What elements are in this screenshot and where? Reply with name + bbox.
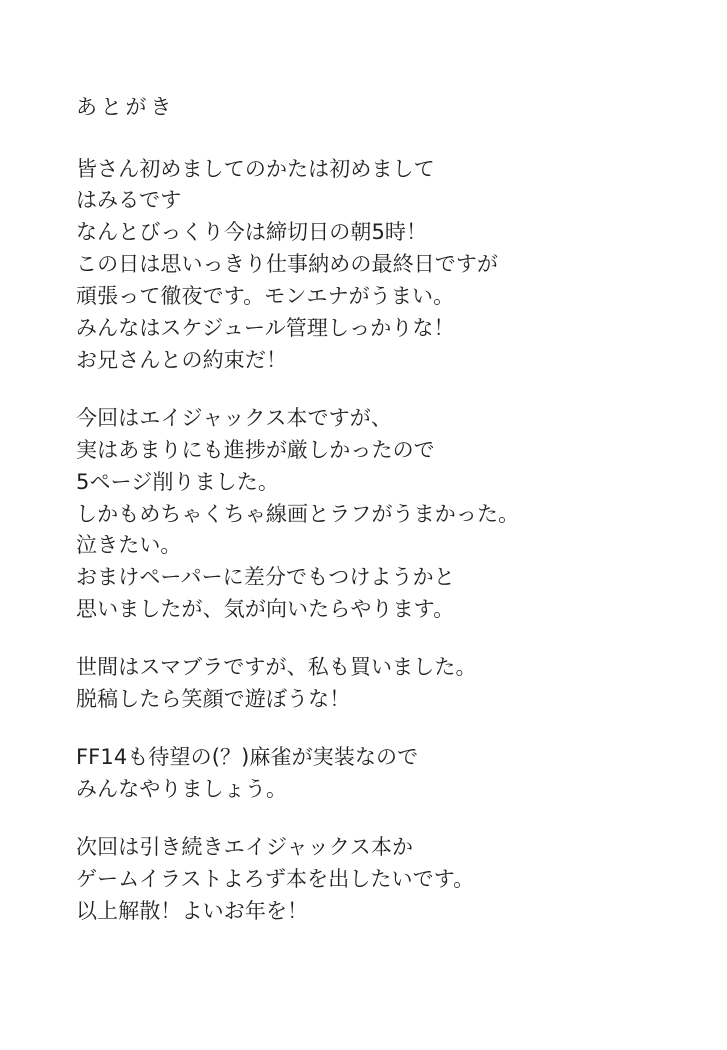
text-line: しかもめちゃくちゃ線画とラフがうまかった。 xyxy=(76,501,520,526)
text-line: 今回はエイジャックス本ですが、 xyxy=(76,405,392,430)
text-line: 皆さん初めましてのかたは初めまして xyxy=(76,156,435,181)
paragraph-block-2 xyxy=(76,403,727,626)
text-line: ゲームイラストよろず本を出したいです。 xyxy=(76,866,475,891)
text-line: お兄さんとの約束だ！ xyxy=(76,347,288,372)
text-line: おまけペーパーに差分でもつけようかと xyxy=(76,565,455,590)
text-line: みんなはスケジュール管理しっかりな！ xyxy=(76,316,455,341)
text-line: みんなやりましょう。 xyxy=(76,776,288,801)
text-line: 実はあまりにも進捗が厳しかったので xyxy=(76,437,435,462)
text-line: 脱稿したら笑顔で遊ぼうな！ xyxy=(76,687,351,712)
text-line: なんとびっくり今は締切日の朝5時！ xyxy=(76,220,428,245)
text-line: はみるです xyxy=(76,188,182,213)
text-line: 次回は引き続きエイジャックス本か xyxy=(76,834,414,859)
text-line: 以上解散！よいお年を！ xyxy=(76,898,309,923)
text-line: 世間はスマブラですが、私も買いました。 xyxy=(76,655,477,680)
paragraph-block-4 xyxy=(76,742,727,806)
paragraph-block-5 xyxy=(76,832,727,928)
paragraph-block-3 xyxy=(76,652,727,716)
page-title: あとがき xyxy=(76,95,176,119)
text-line: この日は思いっきり仕事納めの最終日ですが xyxy=(76,252,499,277)
paragraph-block-1 xyxy=(76,154,727,377)
text-line: 頑張って徹夜です。モンエナがうまい。 xyxy=(76,284,455,309)
text-line: 思いましたが、気が向いたらやります。 xyxy=(76,597,455,622)
text-line: FF14も待望の(？)麻雀が実装なので xyxy=(76,745,419,769)
text-line: 泣きたい。 xyxy=(76,533,182,558)
text-line: 5ページ削りました。 xyxy=(76,469,279,494)
